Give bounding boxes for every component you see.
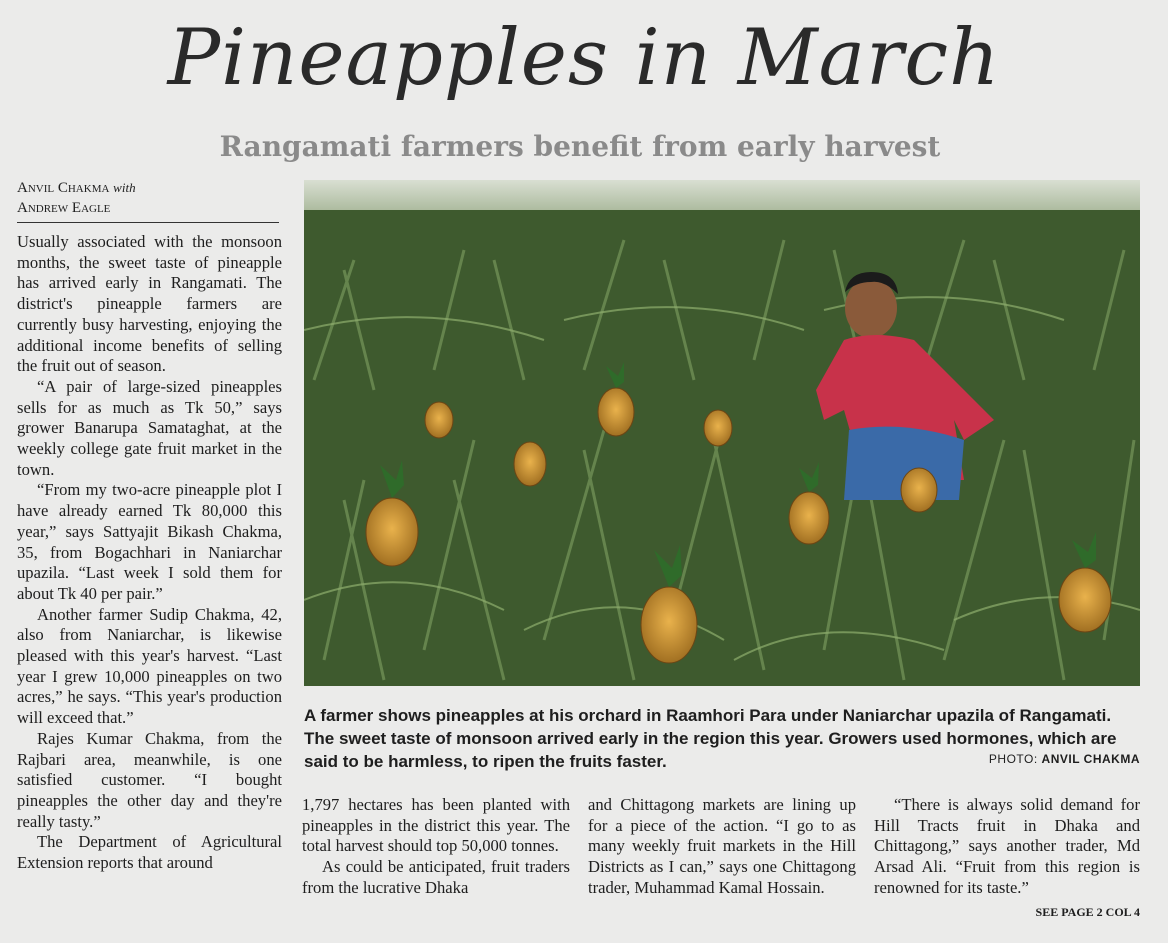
photo-pineapple-farmer — [304, 180, 1140, 686]
photo-credit-label: PHOTO: — [988, 752, 1038, 766]
paragraph: Another farmer Sudip Chakma, 42, also from Naniarchar, is likewise pleased with this year's harvest. “Last year I grew 10,000 pineapples on two acres,” he says. “This year's production will exceed that.” — [17, 604, 282, 728]
byline — [17, 178, 279, 223]
paragraph: The Department of Agricultural Extension reports that around — [17, 832, 282, 873]
paragraph: and Chittagong markets are lining up for a piece of the action. “I go to as many weekly fruit markets in the Hill Districts as I can,” says one Chittagong trader, Muhammad Kamal Hossain. — [588, 795, 856, 897]
byline-author-2: Andrew Eagle — [17, 200, 111, 216]
photo-caption: A farmer shows pineapples at his orchard in Raamhori Para under Naniarchar upazila of Rangamati. The sweet taste of monsoon arrived early in the region this year. Growers used hormones, which are said to be harmless, to ripen the fruits faster. — [304, 706, 1117, 771]
paragraph: 1,797 hectares has been planted with pineapples in the district this year. The total harvest should top 50,000 tonnes. — [302, 795, 570, 856]
article-column-3 — [588, 795, 856, 899]
byline-with: with — [113, 180, 136, 195]
paragraph: As could be anticipated, fruit traders from the lucrative Dhaka — [302, 857, 570, 897]
article-column-1 — [17, 232, 282, 874]
photo-illustration — [304, 180, 1140, 686]
deck-subheadline: Rangamati farmers benefit from early harvest — [219, 130, 941, 163]
paragraph: “A pair of large-sized pineapples sells for as much as Tk 50,” says grower Banarupa Samataghat, at the weekly college gate fruit market in the town. — [17, 376, 282, 479]
paragraph: Rajes Kumar Chakma, from the Rajbari area, meanwhile, is one satisfied customer. “I bought pineapples the other day and they're really tasty.” — [17, 728, 282, 831]
article-column-4 — [874, 795, 1140, 899]
paragraph: Usually associated with the monsoon months, the sweet taste of pineapple has arrived early in Rangamati. The district's pineapple farmers are currently busy harvesting, enjoying the additional income benefits of selling the fruit out of season. — [17, 232, 282, 376]
article-column-2 — [302, 795, 570, 899]
paragraph: “From my two-acre pineapple plot I have already earned Tk 80,000 this year,” says Sattyajit Bikash Chakma, 35, from Bogachhari in Naniarchar upazila. “Last week I sold them for about Tk 40 per pair.” — [17, 480, 282, 603]
paragraph: “There is always solid demand for Hill Tracts fruit in Dhaka and Chittagong,” says another trader, Md Arsad Ali. “Fruit from this region is renowned for its taste.” — [874, 795, 1140, 897]
byline-author-1: Anvil Chakma — [17, 180, 110, 196]
photo-credit — [989, 752, 1140, 766]
photo-credit-name: ANVIL CHAKMA — [1041, 752, 1140, 766]
headline: Pineapples in March — [167, 13, 1001, 103]
jump-line[interactable]: SEE PAGE 2 COL 4 — [1035, 905, 1140, 919]
